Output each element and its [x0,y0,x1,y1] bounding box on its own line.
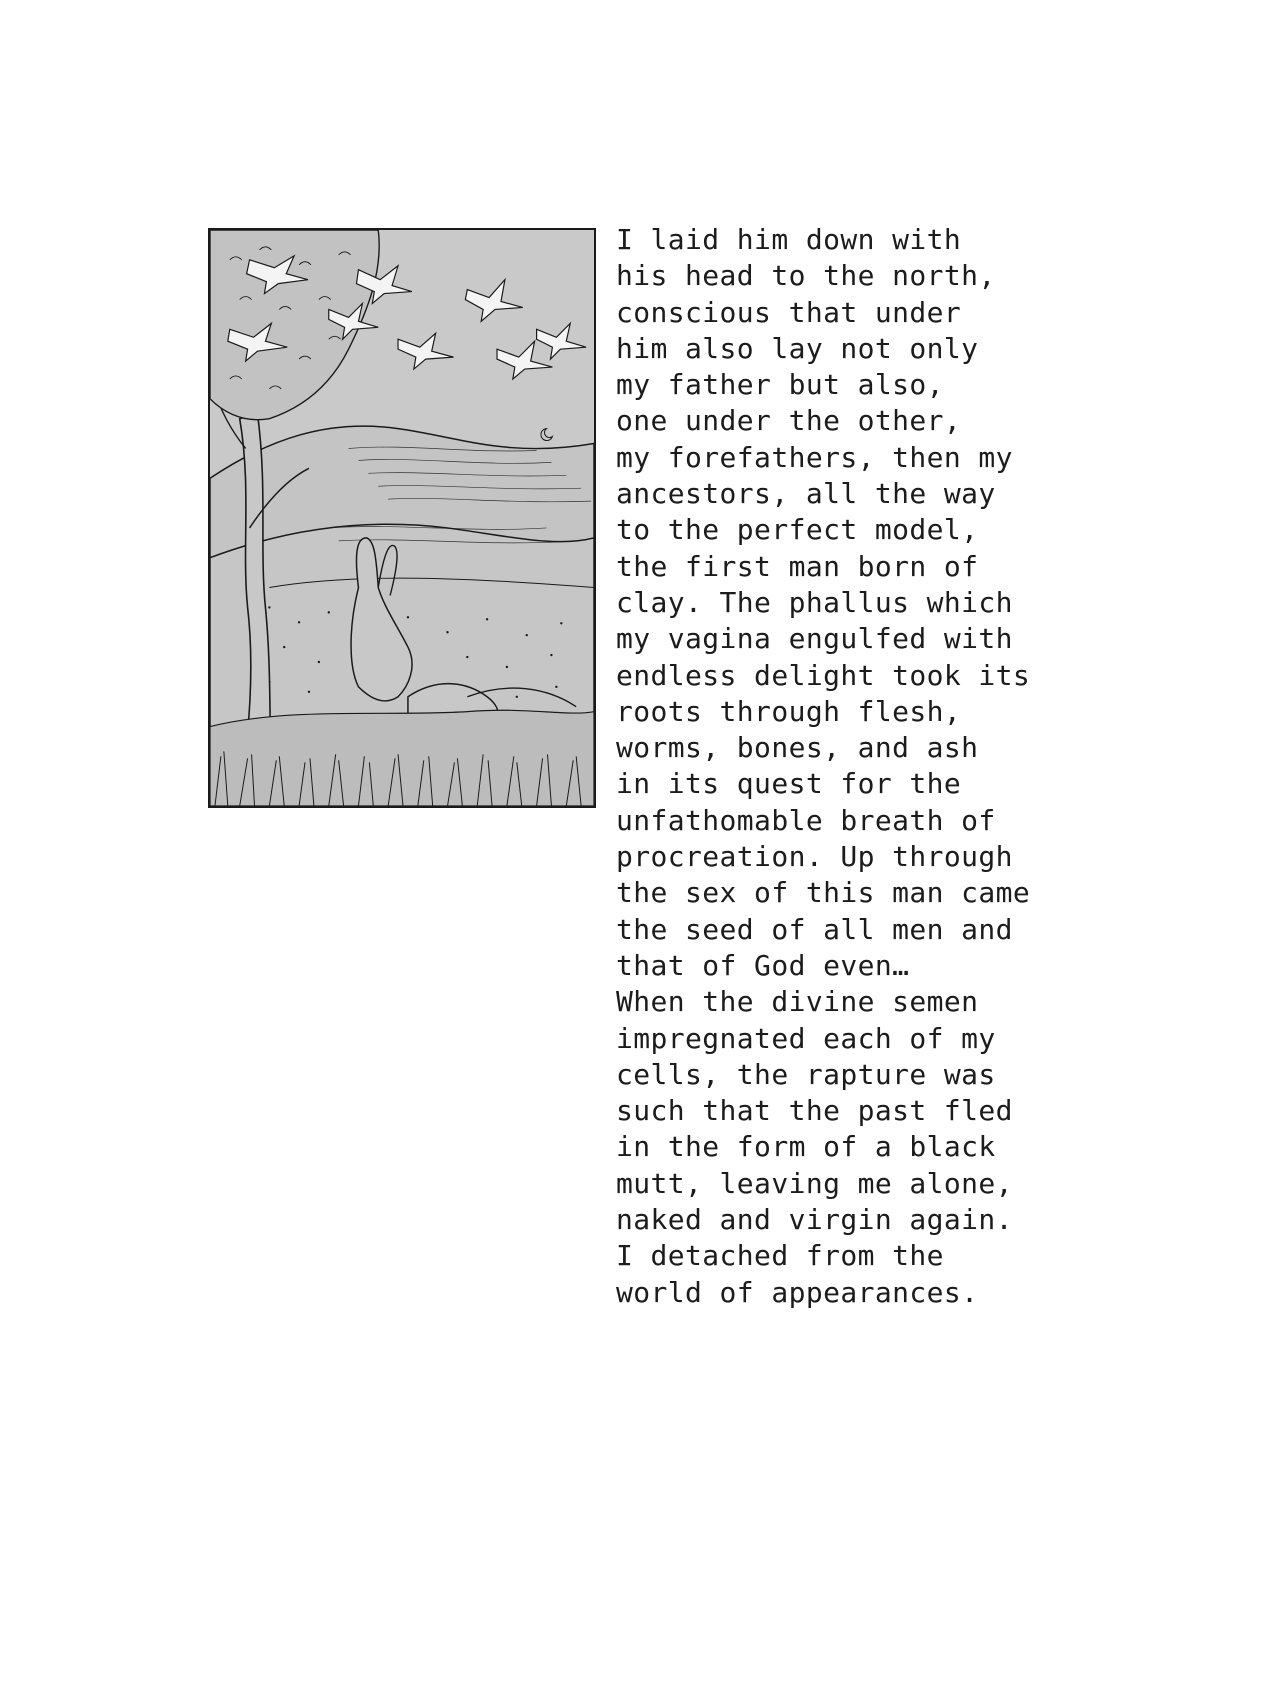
text-line: impregnated each of my [616,1021,996,1055]
text-line: in the form of a black [616,1130,996,1164]
text-line: clay. The phallus which [616,585,1013,619]
text-line: endless delight took its [616,658,1031,692]
text-line: world of appearances. [616,1275,979,1309]
text-line: the sex of this man came [616,876,1031,910]
text-line: the first man born of [616,549,979,583]
narrative-text [616,222,1066,1311]
text-line: unfathomable breath of [616,803,996,837]
text-line: in its quest for the [616,767,962,801]
text-line: worms, bones, and ash [616,731,979,765]
text-line: the seed of all men and [616,912,1013,946]
text-line: roots through flesh, [616,694,962,728]
text-line: to the perfect model, [616,513,979,547]
text-line: that of God even… [616,948,910,982]
text-line: When the divine semen [616,985,979,1019]
text-line: my vagina engulfed with [616,622,1013,656]
text-line: I laid him down with [616,223,962,256]
text-line: my forefathers, then my [616,440,1013,474]
landscape-drawing [210,230,594,806]
text-line: my father but also, [616,368,944,402]
text-line: procreation. Up through [616,840,1013,874]
text-line: ancestors, all the way [616,477,996,511]
text-line: conscious that under [616,295,962,329]
text-line: naked and virgin again. [616,1203,1013,1237]
text-line: mutt, leaving me alone, [616,1166,1013,1200]
text-line: cells, the rapture was [616,1057,996,1091]
text-line: his head to the north, [616,259,996,293]
text-line: such that the past fled [616,1094,1013,1128]
text-line: one under the other, [616,404,962,438]
text-line: him also lay not only [616,331,979,365]
text-line: I detached from the [616,1239,944,1273]
illustration [208,228,596,808]
